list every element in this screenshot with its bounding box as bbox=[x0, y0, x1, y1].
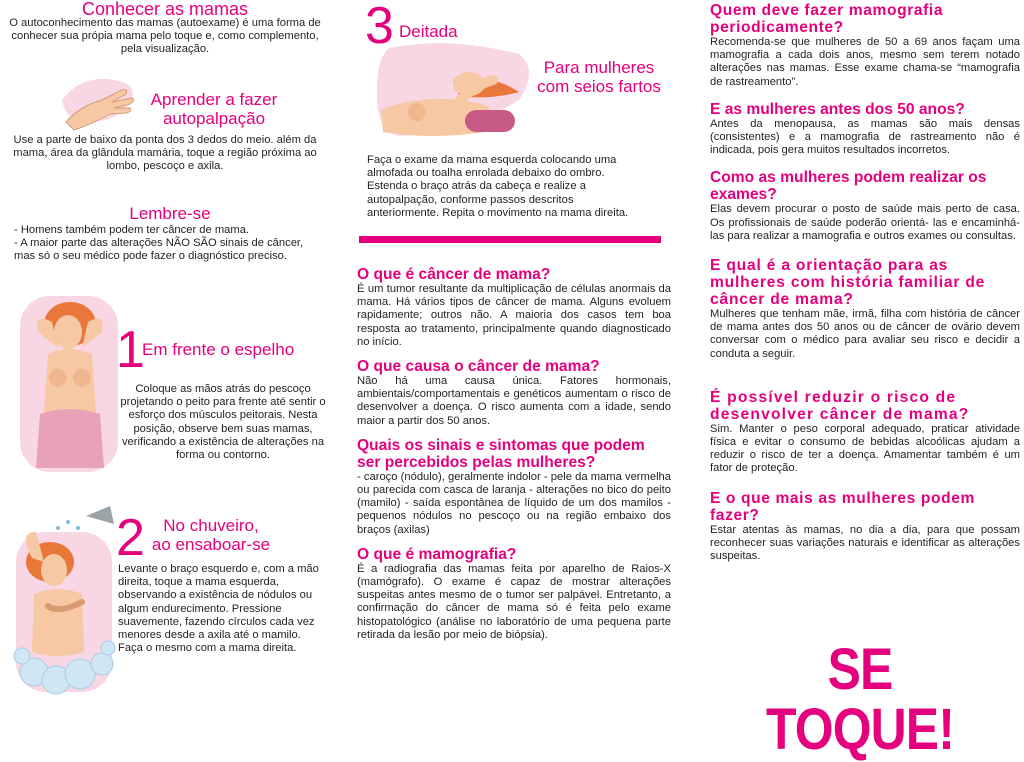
faq-title: E qual é a orientação para as mulheres com história familiar de câncer de mama? bbox=[710, 257, 986, 309]
faq-section bbox=[710, 257, 1020, 361]
mirror-woman-illustration-icon bbox=[18, 292, 120, 476]
step2-title: No chuveiro, ao ensaboar-se bbox=[151, 516, 271, 554]
step1-text: Coloque as mãos atrás do pescoço projetando o peito para frente até sentir o esforço dos músculos peitorais. Nesta posição, observe bem suas mamas, verificando a existência de alterações na forma ou contorno. bbox=[120, 383, 326, 462]
step2-number: 2 bbox=[116, 509, 145, 567]
shower-woman-illustration-icon bbox=[8, 498, 120, 698]
faq-section bbox=[357, 546, 671, 642]
faq-text: Antes da menopausa, as mamas são mais densas (consistentes) e a mamografia de rastreamento não é indicada, pois gera muitos resultados incorretos. bbox=[710, 117, 1020, 157]
faq-text: É um tumor resultante da multiplicação de células anormais da mama. Há vários tipos de câncer de mama. Alguns evoluem rapidamente; outros não. A maioria dos casos tem boa resposta ao tratamento, principalmente quando diagnosticado no início. bbox=[357, 283, 671, 348]
step1-number: 1 bbox=[116, 321, 145, 379]
aprender-title: Aprender a fazer autopalpação bbox=[150, 90, 278, 128]
step3-title: Deitada bbox=[399, 22, 458, 41]
faq-title: É possível reduzir o risco de desenvolver câncer de mama? bbox=[710, 388, 970, 423]
faq-title: Quem deve fazer mamografia periodicamente? bbox=[710, 2, 944, 36]
faq-title: E as mulheres antes dos 50 anos? bbox=[710, 100, 965, 118]
column-middle bbox=[345, 0, 675, 732]
faq-text: Sim. Manter o peso corporal adequado, praticar atividade física e evitar o consumo de bebidas alcoólicas ajudam a reduzir o risco de ter a doença. Amamentar também é um fator de proteção. bbox=[710, 422, 1020, 475]
faq-section bbox=[710, 169, 1020, 243]
conhecer-title: Conhecer as mamas bbox=[81, 0, 249, 19]
step3-text: Faça o exame da mama esquerda colocando uma almofada ou toalha enrolada debaixo do ombro. Estenda o braço atrás da cabeça e realize a autopalpação, conforme passos descritos anteriormente. Repita o movimento na mama direita. bbox=[367, 154, 629, 219]
column-right bbox=[700, 0, 1024, 762]
aprender-text: Use a parte de baixo da ponta dos 3 dedos do meio. além da mama, área da glândula mamária, toque a região próxima ao lombo, pescoço e axila. bbox=[13, 134, 317, 173]
faq-title: Como as mulheres podem realizar os exames? bbox=[710, 169, 987, 204]
faq-text: É a radiografia das mamas feita por aparelho de Raios-X (mamógrafo). O exame é capaz de mostrar alterações suspeitas antes mesmo de o tumor ser palpável. Entretanto, a confirmação do câncer de mama só é feita pelo exame histopatológico (análise no laboratório de uma pequena parte retirada da lesão por meio de biópsia). bbox=[357, 562, 671, 641]
faq-section bbox=[710, 2, 1020, 89]
faq-right bbox=[710, 2, 1020, 563]
faq-middle bbox=[357, 266, 671, 642]
faq-text: Elas devem procurar o posto de saúde mais perto de casa. Os profissionais de saúde poderão orientá- las e encaminhá-las para realizar a mamografia e outros exames ou consultas. bbox=[710, 203, 1020, 242]
faq-title: Quais os sinais e sintomas que podem ser percebidos pelas mulheres? bbox=[357, 436, 645, 471]
faq-section bbox=[710, 101, 1020, 158]
hand-illustration-icon bbox=[52, 70, 144, 134]
faq-text: Estar atentas às mamas, no dia a dia, para que possam reconhecer suas variações naturais e identificar as alterações suspeitas. bbox=[710, 523, 1020, 563]
step2-text: Levante o braço esquerdo e, com a mão direita, toque a mama esquerda, observando a existência de nódulos ou algum endurecimento. Pressione suavemente, fazendo círculos cada vez menores desde a axila até o mamilo. Faça o mesmo com a mama direita. bbox=[118, 563, 319, 655]
faq-section bbox=[357, 266, 671, 349]
faq-text: Mulheres que tenham mãe, irmã, filha com história de câncer de mama antes dos 50 anos ou de câncer de ovário devem conversar com o médico para avaliar seu risco e decidir a conduta a seguir. bbox=[710, 308, 1020, 360]
faq-title: O que é câncer de mama? bbox=[357, 266, 551, 283]
lembre-text: - Homens também podem ter câncer de mama. - A maior parte das alterações NÃO SÃO sinais de câncer, mas só o seu médico pode fazer o diagnóstico preciso. bbox=[14, 224, 304, 263]
lying-woman-illustration-icon bbox=[369, 40, 541, 144]
slogan: SE TOQUE! bbox=[766, 637, 954, 762]
lembre-title: Lembre-se bbox=[129, 204, 211, 223]
faq-section bbox=[710, 389, 1020, 476]
faq-text: - caroço (nódulo), geralmente indolor - pele da mama vermelha ou parecida com casca de laranja - alterações no bico do peito (mamilo) - saída espontânea de líquido de um dos mamilos - pequenos nódulos no pescoço ou na região embaixo dos braços (axilas) bbox=[357, 470, 671, 536]
faq-text: Recomenda-se que mulheres de 50 a 69 anos façam uma mamografia a cada dois anos, mesmo sem terem notado alterações nas mamas. Esse exame chama-se “mamografia de rastreamento”. bbox=[710, 36, 1020, 88]
column-left bbox=[0, 0, 330, 732]
step3-subtitle: Para mulheres com seios fartos bbox=[537, 58, 661, 96]
divider-bar bbox=[359, 236, 661, 243]
faq-title: E o que mais as mulheres podem fazer? bbox=[710, 489, 975, 524]
faq-title: O que é mamografia? bbox=[357, 545, 517, 563]
faq-title: O que causa o câncer de mama? bbox=[357, 358, 600, 376]
step3-number: 3 bbox=[365, 0, 394, 55]
faq-section bbox=[710, 490, 1020, 564]
step1-title: Em frente o espelho bbox=[142, 340, 295, 359]
faq-text: Não há uma causa única. Fatores hormonais, ambientais/comportamentais e genéticos aumentam o risco de desenvolver a doença. O risco aumenta com a idade, sendo maior a partir dos 50 anos. bbox=[357, 375, 671, 427]
faq-section bbox=[357, 358, 671, 428]
conhecer-text: O autoconhecimento das mamas (autoexame) é uma forma de conhecer sua própia mama pelo toque e, como complemento, pela visualização. bbox=[9, 17, 321, 56]
faq-section bbox=[357, 437, 671, 537]
